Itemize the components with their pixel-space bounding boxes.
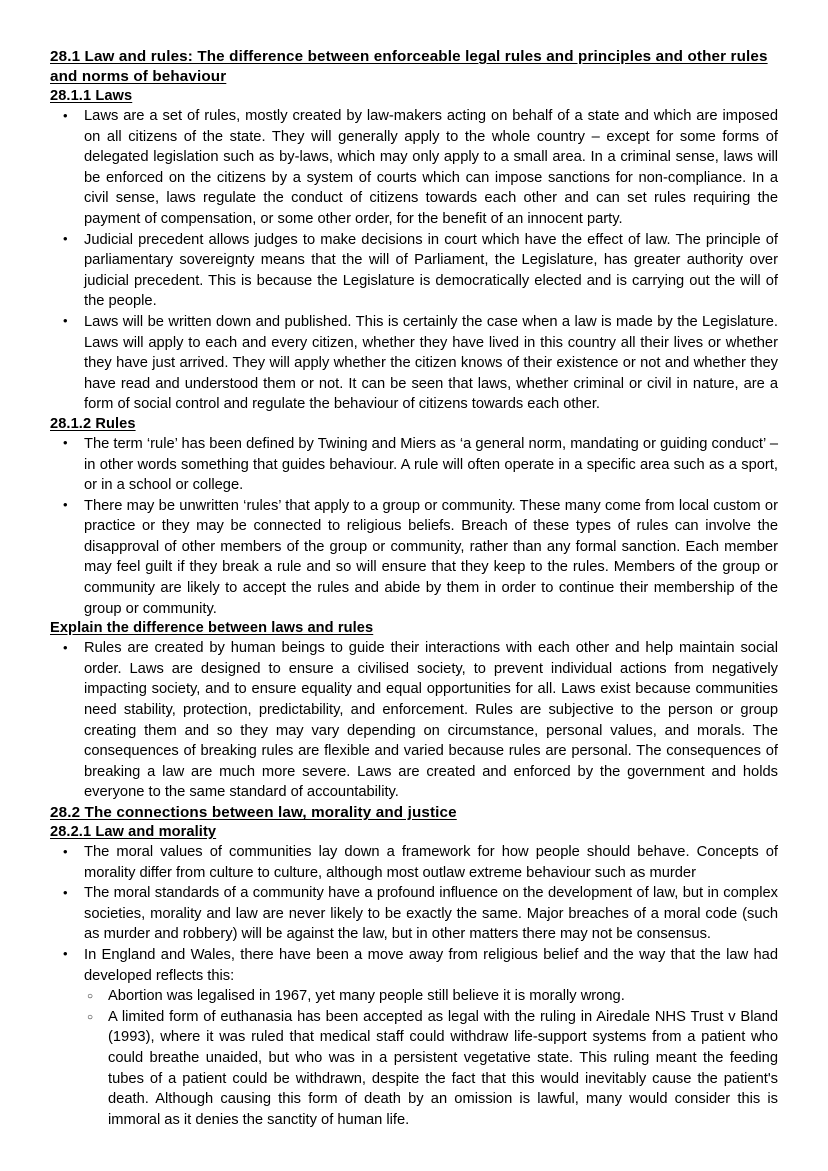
document-body [50, 47, 778, 1130]
list-item [63, 312, 778, 415]
bullet-list-28-1-1 [50, 106, 778, 415]
sub-bullet-text: ○ Abortion was legalised in 1967, yet many people still believe it is morally wrong. [108, 988, 625, 1005]
bullet-text: • Judicial precedent allows judges to make decisions in court which have the effect of law. The principle of parliamentary sovereignty means that the will of Parliament, the Legislature, has greater authority over judicial precedent. This is because the Legislature is democratically elected and is carrying out the will of the people. [84, 231, 778, 310]
subsection-heading-28-1-1: 28.1.1 Laws [50, 88, 133, 104]
bullet-text: • In England and Wales, there have been a move away from religious belief and the way that the law had developed reflects this: [84, 946, 778, 984]
list-item [63, 230, 778, 312]
bullet-list-28-1-2 [50, 434, 778, 619]
list-item [87, 1007, 778, 1131]
sub-bullet-text: ○ A limited form of euthanasia has been accepted as legal with the ruling in Airedale NHS Trust v Bland (1993), where it was ruled that medical staff could withdraw life-support systems from a patient who could breathe unaided, but who was in a persistent vegetative state. This ruling meant the feeding tubes of a patient could be withdrawn, despite the fact that this would inevitably cause the patient's death. Although causing this form of death by an omission is lawful, many would consider this is immoral as it denies the sanctity of human life. [108, 1008, 778, 1128]
section-heading-28-1: 28.1 Law and rules: The difference between enforceable legal rules and principles and other rules and norms of behaviour [50, 48, 768, 85]
subsection-heading-28-2-1: 28.2.1 Law and morality [50, 824, 217, 840]
bullet-list-explain [50, 638, 778, 803]
bullet-text: • Rules are created by human beings to guide their interactions with each other and help maintain social order. Laws are designed to ensure a civilised society, to prevent individual actions from negatively impacting society, and to ensure equality and equal opportunities for all. Laws exist because communities need stability, protection, predictability, and enforcement. Rules are subjective to the person or group creating them and so they may vary depending on circumstance, personal values, and morals. The consequences of breaking rules are flexible and varied because rules are personal. The consequences of breaking a law are much more severe. Laws are created and enforced by the government and holds everyone to the same standard of accountability. [84, 640, 778, 801]
list-item [63, 106, 778, 230]
list-item [63, 434, 778, 496]
list-item [63, 842, 778, 883]
list-item [63, 638, 778, 803]
list-item [87, 986, 778, 1007]
section-heading-28-2: 28.2 The connections between law, morality and justice [50, 804, 457, 821]
subsection-heading-28-1-2: 28.1.2 Rules [50, 415, 136, 432]
bullet-text: • The moral standards of a community have a profound influence on the development of law, but in complex societies, morality and law are never likely to be exactly the same. Major breaches of a moral code (such as murder and robbery) will be against the law, but in other matters there may not be consensus. [84, 885, 778, 943]
bullet-text: • The term ‘rule’ has been defined by Twining and Miers as ‘a general norm, mandating or guiding conduct’ – in other words something that guides behaviour. A rule will often operate in a specific area such as a sport, or in a school or college. [84, 435, 778, 494]
sub-bullet-list-28-2-1 [50, 986, 778, 1130]
subsection-heading-explain: Explain the difference between laws and rules [50, 620, 374, 637]
bullet-text: • Laws are a set of rules, mostly created by law-makers acting on behalf of a state and which are imposed on all citizens of the state. They will generally apply to the whole country – except for some forms of delegated legislation such as by-laws, which may only apply to a small area. In a criminal sense, laws will be enforced on the citizens by a system of courts which can impose sanctions for non-compliance. In a civil sense, laws regulate the conduct of citizens towards each other and can set rules requiring the payment of compensation, or some other order, for the benefit of an innocent party. [84, 108, 778, 227]
bullet-text: • There may be unwritten ‘rules’ that apply to a group or community. These many come from local custom or practice or they may be connected to religious beliefs. Breach of these types of rules can involve the disapproval of other members of the group or community, rather than any formal sanction. Each member may feel guilt if they break a rule and so will ensure that they keep to the rules. Members of the group or community are likely to accept the rules and abide by them in order to continue their membership of the group or community. [84, 497, 778, 617]
bullet-text: • The moral values of communities lay down a framework for how people should behave. Concepts of morality differ from culture to culture, although most outlaw extreme behaviour such as murder [84, 844, 778, 881]
bullet-text: • Laws will be written down and published. This is certainly the case when a law is made by the Legislature. Laws will apply to each and every citizen, whether they have lived in this country all their lives or whether they have just arrived. They will apply whether the citizen knows of their existence or not and whether they have read and understood them or not. It can be seen that laws, whether criminal or civil in nature, are a form of social control and regulate the behaviour of citizens towards each other. [84, 313, 778, 413]
list-item [63, 496, 778, 620]
bullet-list-28-2-1 [50, 842, 778, 986]
list-item [63, 883, 778, 945]
list-item [63, 945, 778, 986]
